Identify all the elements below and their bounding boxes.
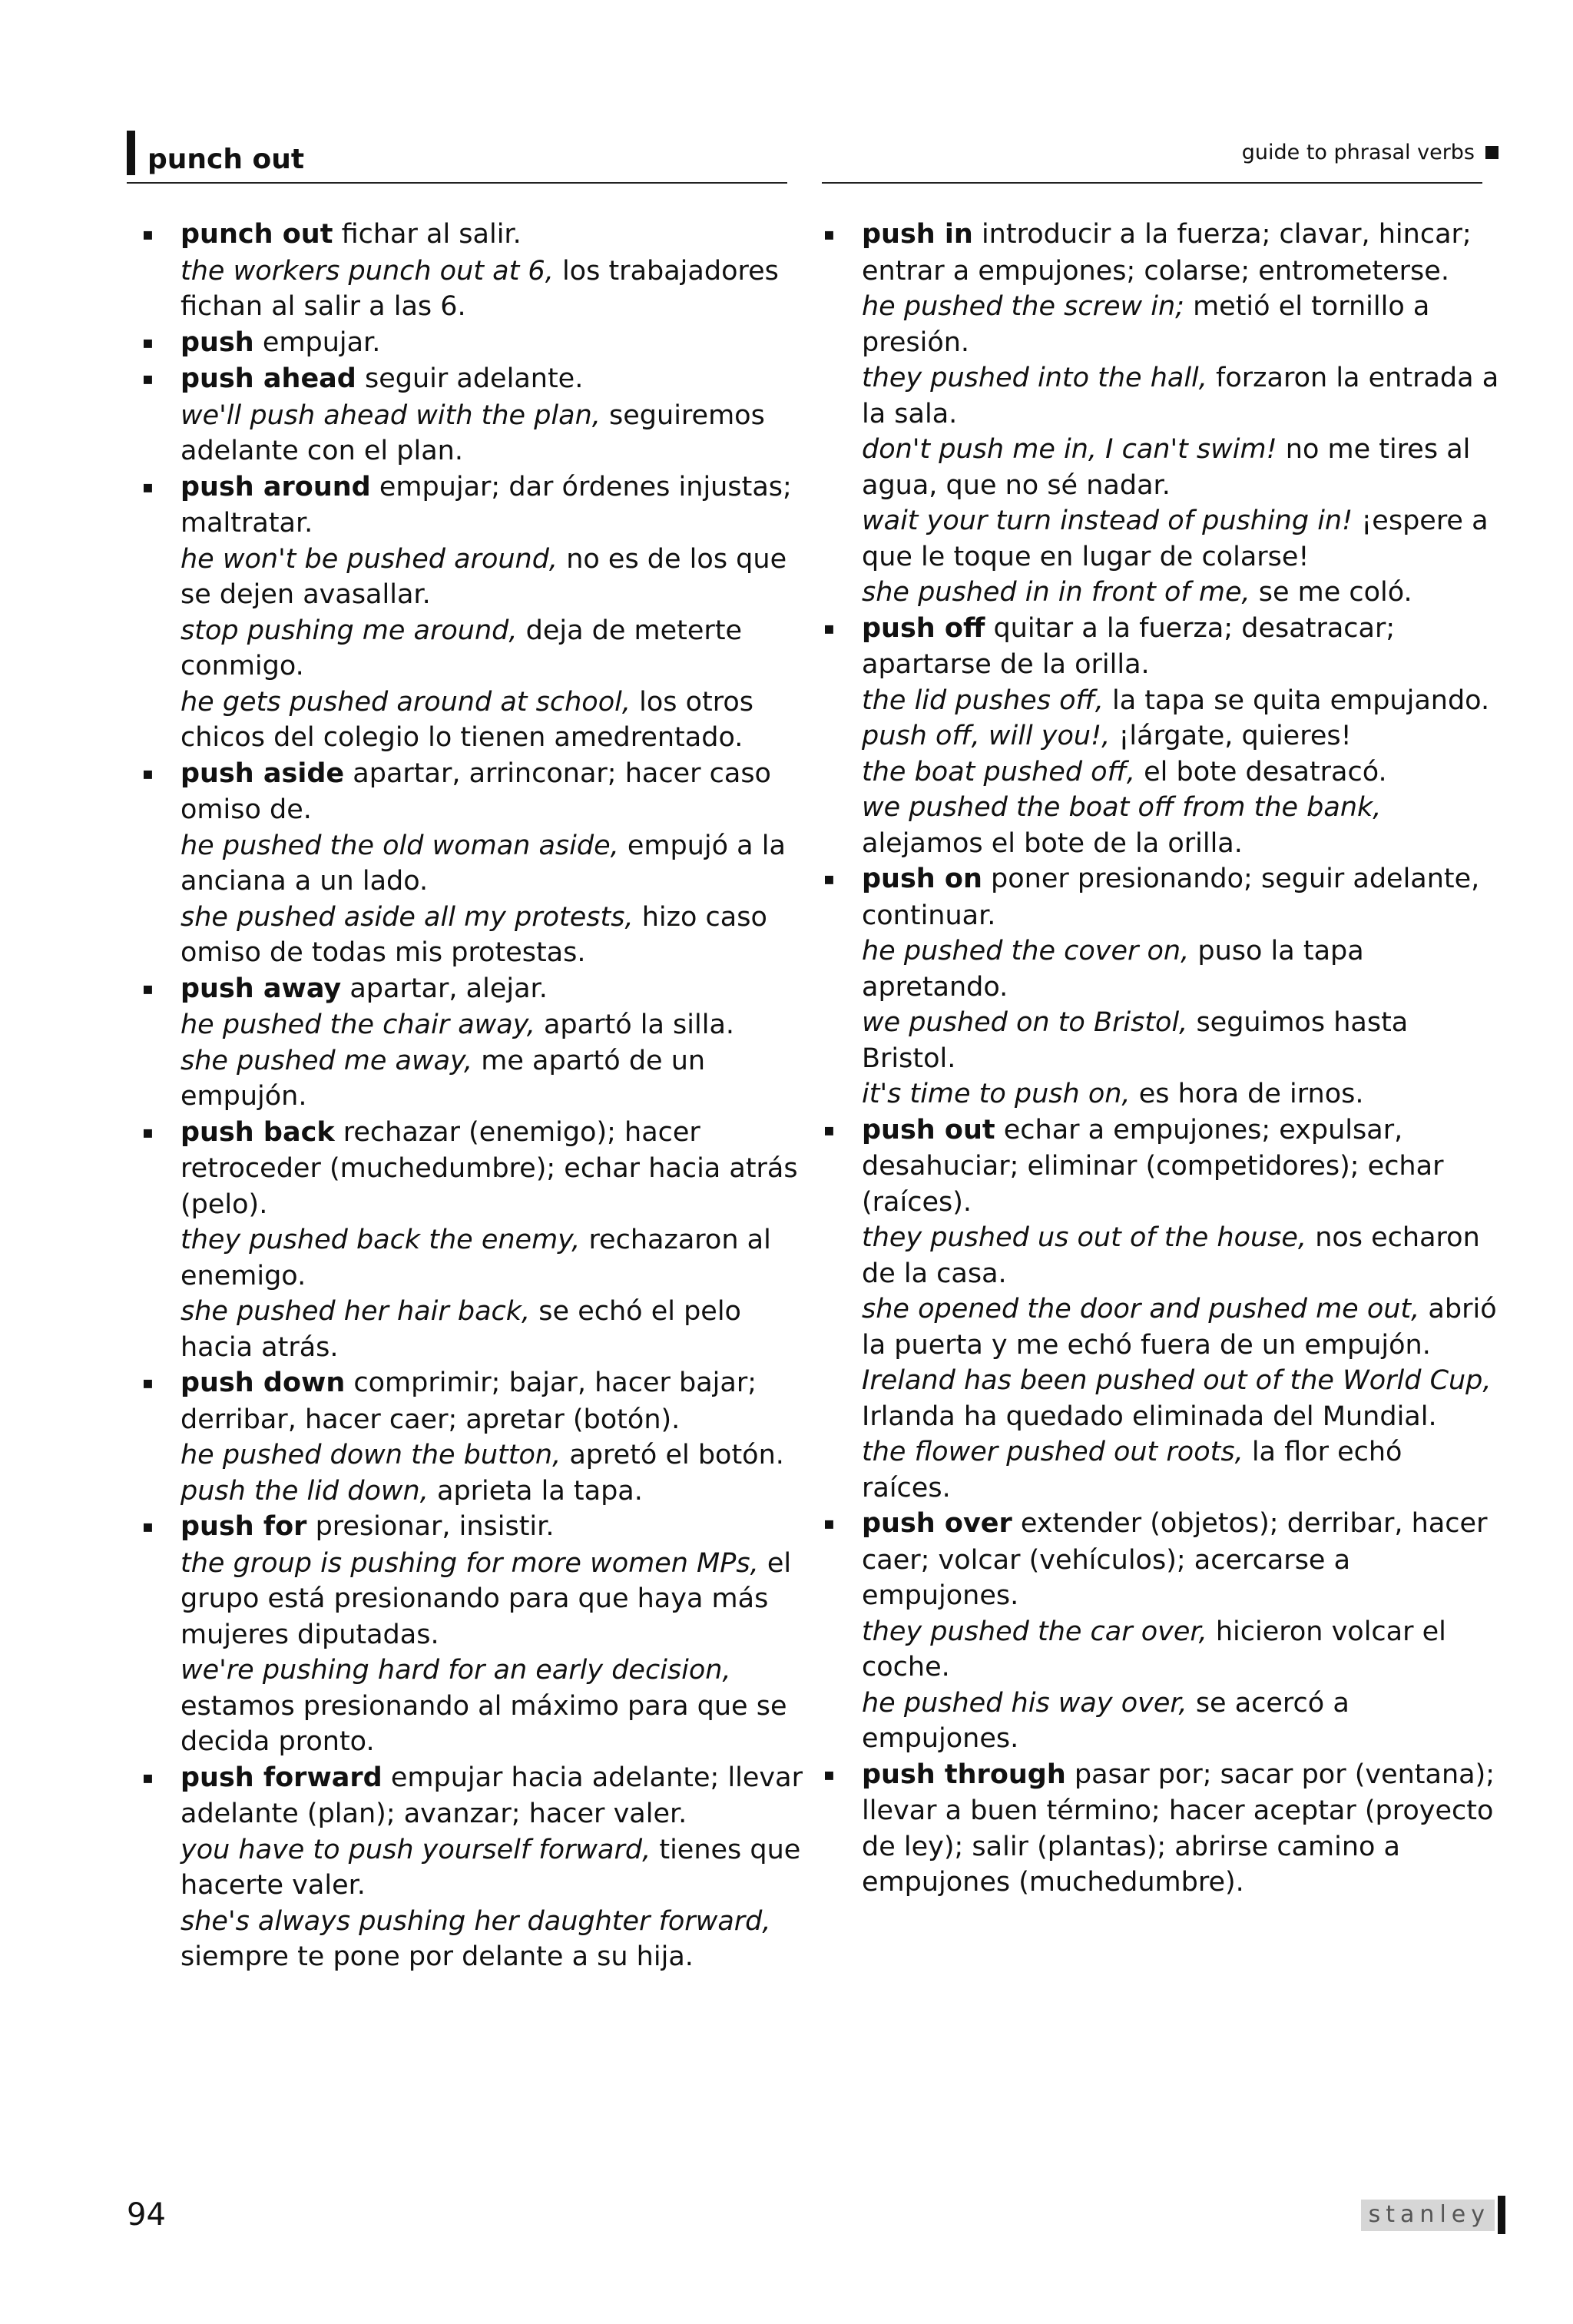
usage-example (142, 1222, 818, 1294)
example-english: we pushed on to Bristol, (862, 1007, 1188, 1038)
example-english: we're pushing hard for an early decision, (180, 1655, 731, 1686)
example-english: wait your turn instead of pushing in! (862, 506, 1353, 536)
usage-example (142, 1832, 818, 1904)
example-english: the flower pushed out roots, (862, 1437, 1243, 1467)
bullet-icon: ▪ (142, 477, 154, 497)
usage-example (142, 1007, 818, 1043)
dictionary-entry (823, 1506, 1499, 1614)
dictionary-entry (142, 361, 818, 398)
entry-definition: comprimir; bajar, hacer bajar; derribar, hacer caer; apretar (botón). (180, 1368, 757, 1435)
example-spanish: metió el tornillo a presión. (862, 291, 1430, 358)
dictionary-entry (142, 1115, 818, 1223)
dictionary-entry (142, 756, 818, 828)
dictionary-entry (142, 1365, 818, 1437)
dictionary-entry (142, 1509, 818, 1546)
example-english: we pushed the boat off from the bank, (862, 792, 1382, 823)
bullet-icon: ▪ (823, 870, 835, 889)
example-spanish: el bote desatracó. (1134, 756, 1387, 787)
example-english: she pushed her hair back, (180, 1296, 531, 1327)
example-english: he pushed the screw in; (862, 291, 1184, 322)
entry-headword: push over (862, 1508, 1012, 1539)
example-english: he won't be pushed around, (180, 543, 558, 575)
entry-definition: introducir a la fuerza; clavar, hincar; entrar a empujones; colarse; entrometerse. (862, 219, 1472, 287)
usage-example (823, 1220, 1499, 1291)
dictionary-entry (142, 217, 818, 254)
bullet-icon: ▪ (823, 1765, 835, 1785)
usage-example (142, 1546, 818, 1653)
running-header-left (127, 131, 304, 175)
usage-example (823, 1686, 1499, 1757)
entry-headword: push away (180, 973, 342, 1004)
bullet-icon: ▪ (142, 333, 154, 353)
example-english: the workers punch out at 6, (180, 255, 554, 287)
example-english: she pushed aside all my protests, (180, 901, 634, 933)
dictionary-entry (142, 469, 818, 542)
usage-example (823, 1363, 1499, 1434)
dictionary-entry (823, 611, 1499, 683)
bullet-icon: ▪ (142, 764, 154, 784)
usage-example (823, 1005, 1499, 1076)
entry-definition: rechazar (enemigo); hacer retroceder (muchedumbre); echar hacia atrás (pelo). (180, 1116, 798, 1220)
entry-definition: poner presionando; seguir adelante, continuar. (862, 864, 1480, 931)
example-english: the lid pushes off, (862, 685, 1104, 716)
example-spanish: los trabajadores fichan al salir a las 6. (180, 255, 779, 322)
usage-example (142, 1653, 818, 1760)
example-english: the boat pushed off, (862, 756, 1135, 787)
entry-headword: push off (862, 612, 985, 644)
example-english: push the lid down, (180, 1475, 429, 1507)
running-header-right (1242, 141, 1498, 164)
dictionary-entry (142, 971, 818, 1008)
dictionary-entry (142, 1760, 818, 1832)
example-english: she pushed in in front of me, (862, 577, 1250, 608)
usage-example (142, 900, 818, 971)
usage-example (142, 1474, 818, 1510)
header-bar-mark (127, 131, 135, 175)
usage-example (142, 828, 818, 900)
example-english: they pushed us out of the house, (862, 1222, 1307, 1253)
example-english: push off, will you!, (862, 721, 1111, 751)
usage-example (823, 289, 1499, 360)
entry-headword: push through (862, 1759, 1066, 1790)
entry-definition: apartar, arrinconar; hacer caso omiso de. (180, 758, 771, 825)
example-spanish: seguiremos adelante con el plan. (180, 399, 765, 466)
entry-definition: fichar al salir. (333, 219, 522, 250)
example-english: it's time to push on, (862, 1079, 1131, 1109)
bullet-icon: ▪ (142, 1374, 154, 1393)
entry-definition: extender (objetos); derribar, hacer caer; volcar (vehículos); acercarse a empujones. (862, 1508, 1488, 1611)
usage-example (142, 254, 818, 325)
example-english: he gets pushed around at school, (180, 686, 631, 718)
publisher-name: stanley (1361, 2200, 1495, 2231)
example-english: don't push me in, I can't swim! (862, 434, 1277, 465)
example-english: we'll push ahead with the plan, (180, 399, 601, 431)
usage-example (823, 933, 1499, 1005)
example-spanish: se acercó a empujones. (862, 1687, 1349, 1754)
example-english: they pushed back the enemy, (180, 1225, 581, 1255)
dictionary-entry (142, 325, 818, 362)
example-spanish: siempre te pone por delante a su hija. (180, 1941, 694, 1972)
bullet-icon: ▪ (142, 1768, 154, 1788)
dictionary-entry (823, 217, 1499, 289)
dictionary-entry (823, 861, 1499, 933)
example-spanish: la tapa se quita empujando. (1103, 685, 1490, 716)
bullet-icon: ▪ (823, 618, 835, 638)
header-rule-left (127, 182, 787, 184)
bullet-icon: ▪ (142, 1122, 154, 1142)
entry-headword: push out (862, 1114, 995, 1145)
example-english: you have to push yourself forward, (180, 1834, 651, 1865)
example-spanish: estamos presionando al máximo para que se decida pronto. (180, 1690, 787, 1757)
bullet-icon: ▪ (142, 225, 154, 244)
bullet-icon: ▪ (142, 1517, 154, 1537)
example-english: she pushed me away, (180, 1045, 473, 1076)
entry-headword: push aside (180, 758, 345, 789)
entry-definition: empujar; dar órdenes injustas; maltratar. (180, 471, 792, 539)
right-column (823, 217, 1499, 1901)
entry-definition: echar a empujones; expulsar, desahuciar; eliminar (competidores); echar (raíces). (862, 1114, 1444, 1218)
example-spanish: apretó el botón. (561, 1440, 784, 1470)
example-spanish: hicieron volcar el coche. (862, 1616, 1446, 1682)
header-rule-right (822, 182, 1482, 184)
entry-headword: push around (180, 471, 371, 502)
bullet-icon: ▪ (142, 979, 154, 999)
example-english: he pushed the chair away, (180, 1009, 535, 1040)
example-english: stop pushing me around, (180, 615, 518, 646)
entry-headword: push in (862, 219, 973, 250)
usage-example (142, 1294, 818, 1365)
usage-example (823, 1434, 1499, 1506)
example-english: Ireland has been pushed out of the World Cup, (862, 1365, 1492, 1396)
usage-example (823, 503, 1499, 575)
entry-definition: empujar. (253, 327, 381, 358)
left-column (142, 217, 818, 1975)
entry-definition: pasar por; sacar por (ventana); llevar a buen término; hacer aceptar (proyecto de ley); salir (plantas); abrirse camino a empujones (muchedumbre). (862, 1759, 1495, 1898)
publisher-mark (1361, 2196, 1505, 2234)
usage-example (823, 1076, 1499, 1112)
bullet-icon: ▪ (823, 225, 835, 244)
example-english: he pushed down the button, (180, 1440, 561, 1470)
example-spanish: empujó a la anciana a un lado. (180, 830, 786, 897)
example-spanish: abrió la puerta y me echó fuera de un empujón. (862, 1294, 1497, 1361)
example-english: she opened the door and pushed me out, (862, 1294, 1420, 1324)
example-spanish: se me coló. (1250, 577, 1412, 608)
running-head-title: punch out (147, 144, 305, 175)
entry-headword: push down (180, 1368, 346, 1398)
example-spanish: alejamos el bote de la orilla. (862, 827, 1243, 859)
example-spanish: hizo caso omiso de todas mis protestas. (180, 901, 767, 968)
example-english: they pushed the car over, (862, 1616, 1207, 1647)
header-square-mark (1485, 146, 1498, 159)
example-spanish: no es de los que se dejen avasallar. (180, 543, 787, 610)
example-spanish: seguimos hasta Bristol. (862, 1007, 1409, 1074)
usage-example (823, 575, 1499, 611)
section-title: guide to phrasal verbs (1241, 141, 1475, 164)
example-spanish: nos echaron de la casa. (862, 1222, 1480, 1289)
bullet-icon: ▪ (142, 370, 154, 389)
example-english: he pushed the old woman aside, (180, 830, 619, 861)
usage-example (142, 685, 818, 756)
example-spanish: me apartó de un empujón. (180, 1045, 706, 1112)
usage-example (142, 398, 818, 469)
entry-headword: push back (180, 1116, 335, 1148)
example-spanish: aprieta la tapa. (428, 1475, 643, 1507)
example-spanish: se echó el pelo hacia atrás. (180, 1296, 741, 1363)
usage-example (142, 1904, 818, 1975)
usage-example (142, 1437, 818, 1474)
entry-headword: push for (180, 1511, 307, 1542)
example-spanish: puso la tapa apretando. (862, 936, 1364, 1003)
entry-headword: push forward (180, 1762, 382, 1793)
entry-headword: push ahead (180, 363, 356, 394)
bullet-icon: ▪ (823, 1514, 835, 1533)
entry-headword: push on (862, 864, 982, 894)
footer-bar-mark (1498, 2196, 1505, 2234)
example-spanish: el grupo está presionando para que haya más mujeres diputadas. (180, 1547, 792, 1650)
example-spanish: tienes que hacerte valer. (180, 1834, 801, 1901)
usage-example (823, 432, 1499, 503)
entry-definition: presionar, insistir. (306, 1511, 555, 1542)
usage-example (823, 1614, 1499, 1686)
entry-definition: seguir adelante. (356, 363, 584, 394)
entry-definition: empujar hacia adelante; llevar adelante (plan); avanzar; hacer valer. (180, 1762, 803, 1829)
example-spanish: Irlanda ha quedado eliminada del Mundial. (862, 1401, 1437, 1432)
example-english: she's always pushing her daughter forward, (180, 1905, 771, 1937)
example-spanish: la flor echó raíces. (862, 1437, 1402, 1503)
example-spanish: ¡lárgate, quieres! (1110, 721, 1352, 751)
example-english: the group is pushing for more women MPs, (180, 1547, 759, 1579)
example-spanish: apartó la silla. (535, 1009, 735, 1040)
example-english: they pushed into the hall, (862, 363, 1207, 393)
entry-definition: quitar a la fuerza; desatracar; apartarse de la orilla. (862, 612, 1396, 680)
example-english: he pushed the cover on, (862, 936, 1190, 966)
example-spanish: no me tires al agua, que no sé nadar. (862, 434, 1471, 501)
usage-example (823, 790, 1499, 861)
page-number: 94 (127, 2197, 166, 2233)
example-spanish: deja de meterte conmigo. (180, 615, 743, 681)
example-english: he pushed his way over, (862, 1687, 1187, 1719)
dictionary-entry (823, 1757, 1499, 1901)
usage-example (142, 1043, 818, 1115)
usage-example (823, 683, 1499, 719)
usage-example (823, 754, 1499, 791)
example-spanish: forzaron la entrada a la sala. (862, 363, 1499, 429)
usage-example (142, 542, 818, 613)
usage-example (823, 360, 1499, 432)
bullet-icon: ▪ (823, 1120, 835, 1140)
dictionary-entry (823, 1112, 1499, 1221)
example-spanish: ¡espere a que le toque en lugar de colarse! (862, 506, 1489, 572)
example-spanish: rechazaron al enemigo. (180, 1225, 771, 1291)
entry-headword: push (180, 327, 254, 358)
example-spanish: los otros chicos del colegio lo tienen amedrentado. (180, 686, 753, 753)
usage-example (823, 1291, 1499, 1363)
usage-example (823, 718, 1499, 754)
entry-headword: punch out (180, 219, 333, 250)
entry-definition: apartar, alejar. (341, 973, 548, 1004)
example-spanish: es hora de irnos. (1130, 1079, 1364, 1109)
usage-example (142, 613, 818, 685)
